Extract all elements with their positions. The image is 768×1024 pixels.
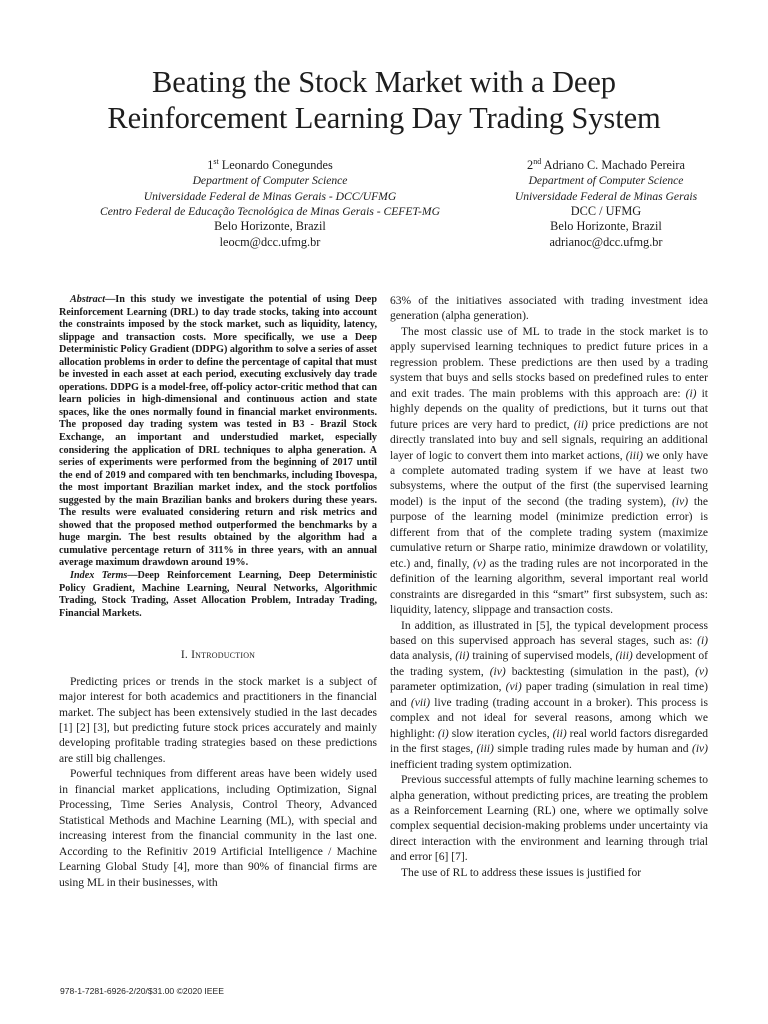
paper-title-line-1: Beating the Stock Market with a Deep xyxy=(152,65,616,99)
body-paragraph: The most classic use of ML to trade in the stock market is to apply supervised learning techniques to predict future prices in a regression problem. These predictions are then used by a trading system that buys and sells stocks based on predefined rules to enter and exit trades. The main problems with this approach are: (i) it highly depends on the quality of predictions, but it turns out that future prices are very hard to predict, (ii) price predictions are not directly translated into buy and sell signals, requiring an additional layer of logic to convert them into market actions, (iii) we only have a complete automated trading system if we have at least two subsystems, where the output of the first (the supervised learning model) is the input of the second (the trading system), (iv) the purpose of the learning model (minimize prediction error) is different from that of the complete trading system (maximize cumulative return or Sharpe ratio, minimize drawdown or volatility, etc.) and, finally, (v) as the trading rules are not incorporated in the definition of the learning algorithm, several important real world constraints are disregarded in this “smart” first subsystem, such as: liquidity, latency, slippage and transaction costs. xyxy=(390,325,709,617)
left-column xyxy=(59,294,377,891)
body-paragraph: 63% of the initiatives associated with trading investment idea generation (alpha generation). xyxy=(390,295,708,323)
right-column xyxy=(390,294,708,881)
body-paragraph: Predicting prices or trends in the stock market is a subject of major interest for both academics and practitioners in the financial market. The subject has been extensively studied in the last decades [1] [2] [3], but predicting future stock prices accurately and mainly developing profitable trading strategies based on these predictions are still big challenges. xyxy=(59,675,377,765)
author-block-1 xyxy=(58,154,482,250)
author-department: Department of Computer Science xyxy=(528,174,684,188)
author-email: adrianoc@dcc.ufmg.br xyxy=(549,234,663,249)
author-email: leocm@dcc.ufmg.br xyxy=(219,234,321,249)
abstract xyxy=(59,294,377,570)
abstract-text: —In this study we investigate the potential of using Deep Reinforcement Learning (DRL) to day trade stocks, taking into account the constraints imposed by the stock market, such as liquidity, latency, slippage and transaction costs. More specifically, we use a Deep Deterministic Policy Gradient (DDPG) algorithm to solve a series of asset allocation problems in order to define the percentage of capital that must be invested in each asset at each period, executing exclusively day trade operations. DDPG is a model-free, off-policy actor-critic method that can learn policies in high-dimensional and continuous action and state spaces, like the ones normally found in financial market environments. The proposed day trading system was tested in B3 - Brazil Stock Exchange, an important and understudied market, especially considering the application of DRL techniques to alpha generation. A series of experiments were performed from the beginning of 2017 until the end of 2019 and compared with ten benchmarks, including Ibovespa, the most important Brazilian market index, and the stock portfolios suggested by the main Brazilian banks and brokers during these years. The results were evaluated considering return and risk metrics and showed that the proposed method outperformed the benchmarks by a huge margin. The best results obtained by the algorithm had a cumulative percentage return of 311% in three years, with an annual average maximum drawdown around 19%. xyxy=(59,294,378,569)
body-paragraph: The use of RL to address these issues is justified for xyxy=(401,866,642,879)
abstract-label: Abstract xyxy=(70,294,106,305)
author-block-2 xyxy=(470,154,742,250)
author-institution-2: DCC / UFMG xyxy=(570,203,642,218)
index-terms xyxy=(59,570,377,620)
author-department: Department of Computer Science xyxy=(192,174,348,188)
author-institution: Universidade Federal de Minas Gerais - DCC/UFMG xyxy=(143,189,397,203)
author-name: 1st Leonardo Conegundes xyxy=(207,157,333,173)
body-paragraph: Previous successful attempts of fully machine learning schemes to alpha generation, without predicting prices, are treating the problem as a Reinforcement Learning (RL) one, where we optimally solve complex sequential decision-making problems under uncertainty via direct interaction with the environment and learning through trial and error [6] [7]. xyxy=(390,774,708,864)
author-institution: Universidade Federal de Minas Gerais xyxy=(514,189,698,203)
author-city: Belo Horizonte, Brazil xyxy=(214,219,326,234)
author-institution-2: Centro Federal de Educação Tecnológica de Minas Gerais - CEFET-MG xyxy=(100,204,440,218)
body-paragraph: Powerful techniques from different areas have been widely used in financial market applications, including Optimization, Signal Processing, Time Series Analysis, Control Theory, Advanced Statistical Methods and Machine Learning (ML), with special and increasing interest from the financial community in the last one. According to the Refinitiv 2019 Artificial Intelligence / Machine Learning Global Study [4], more than 90% of financial firms are using ML in their businesses, with xyxy=(59,768,377,889)
body-paragraph: In addition, as illustrated in [5], the typical development process based on this supervised approach has several stages, such as: (i) data analysis, (ii) training of supervised models, (iii) development of the trading system, (iv) backtesting (simulation in the past), (v) parameter optimization, (vi) paper trading (simulation in real time) and (vii) live trading (trading account in a broker). This process is complex and not ideal for several reasons, among which we highlight: (i) slow iteration cycles, (ii) real world factors disregarded in the first stages, (iii) simple trading rules made by human and (iv) inefficient trading system optimization. xyxy=(390,619,709,771)
paper-title-line-2: Reinforcement Learning Day Trading System xyxy=(107,101,661,135)
index-terms-label: Index Terms xyxy=(70,570,128,582)
author-name: 2nd Adriano C. Machado Pereira xyxy=(527,157,685,173)
index-terms-text: —Deep Reinforcement Learning, Deep Deterministic Policy Gradient, Machine Learning, Neural Networks, Algorithmic Trading, Stock Trading, Asset Allocation Problem, Intraday Trading, Financial Markets. xyxy=(59,570,377,619)
author-city: Belo Horizonte, Brazil xyxy=(550,219,662,234)
copyright-footer: 978-1-7281-6926-2/20/$31.00 ©2020 IEEE xyxy=(60,986,225,996)
paper-title xyxy=(40,64,728,136)
section-heading: I. Introduction xyxy=(180,648,256,662)
